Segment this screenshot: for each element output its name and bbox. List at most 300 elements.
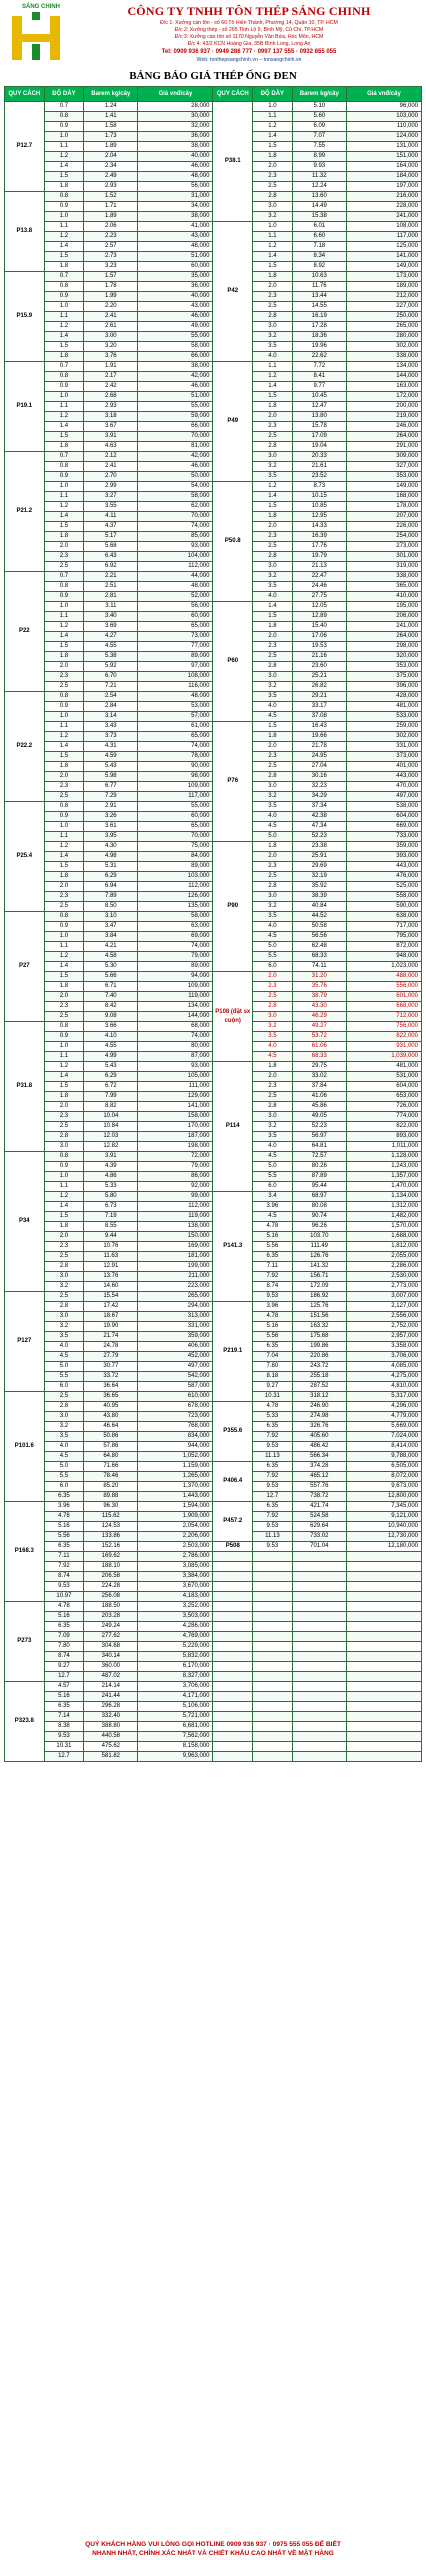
- barem-cell: 30.16: [292, 772, 346, 782]
- barem-cell: 15.78: [292, 422, 346, 432]
- spec-cell: P13.8: [5, 192, 45, 272]
- price-cell: 99,000: [138, 1192, 213, 1202]
- thickness-cell: 3.2: [253, 572, 293, 582]
- thickness-cell: 2.0: [253, 972, 293, 982]
- barem-cell: 52.23: [292, 832, 346, 842]
- thickness-cell: 4.78: [253, 1312, 293, 1322]
- barem-cell: 18.67: [84, 1312, 138, 1322]
- spec-cell: P406.4: [213, 1462, 253, 1502]
- price-cell: 401,000: [346, 762, 421, 772]
- empty-cell: [346, 1752, 421, 1762]
- barem-cell: 53.72: [292, 1032, 346, 1042]
- barem-cell: 38.39: [292, 892, 346, 902]
- thickness-cell: 2.3: [253, 292, 293, 302]
- barem-cell: 5.38: [84, 652, 138, 662]
- barem-cell: 11.63: [84, 1252, 138, 1262]
- empty-cell: [346, 1622, 421, 1632]
- price-cell: 55,000: [138, 802, 213, 812]
- spec-cell: P42: [213, 222, 253, 362]
- thickness-cell: 1.1: [253, 362, 293, 372]
- barem-cell: 33.72: [84, 1372, 138, 1382]
- thickness-cell: 1.8: [44, 982, 84, 992]
- barem-cell: 6.73: [84, 1202, 138, 1212]
- price-cell: 181,000: [138, 1252, 213, 1262]
- barem-cell: 2.91: [84, 802, 138, 812]
- empty-cell: [253, 1562, 293, 1572]
- price-cell: 280,000: [346, 332, 421, 342]
- thickness-cell: 1.8: [253, 402, 293, 412]
- price-cell: 149,000: [346, 262, 421, 272]
- table-row: [5, 1192, 422, 1202]
- thickness-cell: 1.5: [44, 1212, 84, 1222]
- barem-cell: 78.46: [84, 1472, 138, 1482]
- thickness-cell: 1.1: [253, 232, 293, 242]
- barem-cell: 4.98: [84, 852, 138, 862]
- thickness-cell: 7.80: [44, 1642, 84, 1652]
- barem-cell: 8.42: [84, 1002, 138, 1012]
- price-cell: 109,000: [138, 782, 213, 792]
- price-cell: 169,000: [138, 1242, 213, 1252]
- price-cell: 556,000: [346, 982, 421, 992]
- barem-cell: 1.89: [84, 142, 138, 152]
- empty-cell: [346, 1712, 421, 1722]
- barem-cell: 49.27: [292, 1022, 346, 1032]
- price-cell: 1,570,000: [346, 1222, 421, 1232]
- barem-cell: 440.58: [84, 1732, 138, 1742]
- price-cell: 313,000: [138, 1312, 213, 1322]
- price-cell: 54,000: [138, 482, 213, 492]
- thickness-cell: 0.8: [44, 692, 84, 702]
- spec-cell: P21.2: [5, 452, 45, 572]
- empty-cell: [253, 1682, 293, 1692]
- price-cell: 338,000: [346, 572, 421, 582]
- thickness-cell: 3.4: [253, 1192, 293, 1202]
- spec-cell: P127: [5, 1292, 45, 1392]
- thickness-cell: 2.3: [253, 1082, 293, 1092]
- table-row: [5, 1302, 422, 1312]
- barem-cell: 21.74: [84, 1332, 138, 1342]
- price-cell: 443,000: [346, 772, 421, 782]
- empty-cell: [346, 1632, 421, 1642]
- barem-cell: 2.06: [84, 222, 138, 232]
- thickness-cell: 1.2: [44, 1192, 84, 1202]
- thickness-cell: 0.7: [44, 362, 84, 372]
- price-cell: 396,000: [346, 682, 421, 692]
- table-row: [5, 1542, 422, 1552]
- barem-cell: 10.63: [292, 272, 346, 282]
- thickness-cell: 1.5: [253, 392, 293, 402]
- barem-cell: 6.71: [84, 982, 138, 992]
- price-cell: 774,000: [346, 1112, 421, 1122]
- thickness-cell: 1.0: [44, 1042, 84, 1052]
- table-row: [5, 1722, 422, 1732]
- empty-cell: [346, 1592, 421, 1602]
- empty-cell: [346, 1662, 421, 1672]
- thickness-cell: 8.74: [44, 1572, 84, 1582]
- thickness-cell: 1.2: [253, 372, 293, 382]
- barem-cell: 96.30: [84, 1502, 138, 1512]
- thickness-cell: 4.5: [253, 712, 293, 722]
- thickness-cell: 5.5: [253, 1172, 293, 1182]
- thickness-cell: 0.8: [44, 582, 84, 592]
- price-cell: 57,000: [138, 712, 213, 722]
- barem-cell: 1.89: [84, 212, 138, 222]
- thickness-cell: 6.35: [44, 1542, 84, 1552]
- empty-cell: [292, 1652, 346, 1662]
- thickness-cell: 1.0: [44, 712, 84, 722]
- barem-cell: 33.02: [292, 1072, 346, 1082]
- price-cell: 359,000: [346, 842, 421, 852]
- empty-cell: [292, 1742, 346, 1752]
- thickness-cell: 2.3: [44, 1002, 84, 1012]
- table-row: [5, 222, 422, 232]
- barem-cell: 47.34: [292, 822, 346, 832]
- spec-cell: P141.3: [213, 1192, 253, 1302]
- price-cell: 587,000: [138, 1382, 213, 1392]
- barem-cell: 156.71: [292, 1272, 346, 1282]
- barem-cell: 13.60: [292, 192, 346, 202]
- barem-cell: 22.47: [292, 572, 346, 582]
- thickness-cell: 8.38: [44, 1722, 84, 1732]
- thickness-cell: 2.5: [253, 1092, 293, 1102]
- thickness-cell: 3.5: [253, 802, 293, 812]
- price-cell: 105,000: [138, 1072, 213, 1082]
- barem-cell: 19.66: [292, 732, 346, 742]
- price-cell: 124,000: [346, 132, 421, 142]
- col-header: Giá vnđ/cây: [346, 87, 421, 102]
- thickness-cell: 1.0: [44, 212, 84, 222]
- price-cell: 264,000: [346, 632, 421, 642]
- thickness-cell: 3.5: [253, 1132, 293, 1142]
- barem-cell: 3.47: [84, 922, 138, 932]
- thickness-cell: 4.78: [44, 1512, 84, 1522]
- price-cell: 211,000: [138, 1272, 213, 1282]
- table-row: [5, 1672, 422, 1682]
- price-cell: 80,000: [138, 1042, 213, 1052]
- thickness-cell: 1.5: [44, 1082, 84, 1092]
- barem-cell: 19.79: [292, 552, 346, 562]
- barem-cell: 36.64: [84, 1382, 138, 1392]
- thickness-cell: 3.2: [253, 792, 293, 802]
- barem-cell: 90.74: [292, 1212, 346, 1222]
- barem-cell: 10.15: [292, 492, 346, 502]
- barem-cell: 5.98: [84, 772, 138, 782]
- barem-cell: 30.77: [84, 1362, 138, 1372]
- barem-cell: 475.62: [84, 1742, 138, 1752]
- price-cell: 46,000: [138, 382, 213, 392]
- table-row: [5, 722, 422, 732]
- thickness-cell: 1.8: [253, 152, 293, 162]
- thickness-cell: 12.7: [44, 1752, 84, 1762]
- thickness-cell: 4.5: [253, 822, 293, 832]
- barem-cell: 32.19: [292, 872, 346, 882]
- price-cell: 1,482,000: [346, 1212, 421, 1222]
- thickness-cell: 1.5: [44, 862, 84, 872]
- price-cell: 254,000: [346, 532, 421, 542]
- barem-cell: 2.51: [84, 582, 138, 592]
- thickness-cell: 1.4: [44, 242, 84, 252]
- thickness-cell: 4.78: [253, 1222, 293, 1232]
- price-cell: 525,000: [346, 882, 421, 892]
- thickness-cell: 7.80: [253, 1362, 293, 1372]
- empty-cell: [213, 1582, 253, 1592]
- barem-cell: 95.44: [292, 1182, 346, 1192]
- thickness-cell: 4.0: [253, 702, 293, 712]
- thickness-cell: 3.0: [253, 892, 293, 902]
- price-cell: 53,000: [138, 702, 213, 712]
- table-row: [5, 1632, 422, 1642]
- thickness-cell: 6.35: [253, 1422, 293, 1432]
- empty-cell: [292, 1612, 346, 1622]
- barem-cell: 50.86: [84, 1432, 138, 1442]
- barem-cell: 1.58: [84, 122, 138, 132]
- price-cell: 1,265,000: [138, 1472, 213, 1482]
- thickness-cell: 5.16: [44, 1692, 84, 1702]
- barem-cell: 12.89: [292, 612, 346, 622]
- table-row: [5, 1562, 422, 1572]
- thickness-cell: 2.8: [253, 882, 293, 892]
- table-row: [5, 1602, 422, 1612]
- spec-cell: P219.1: [213, 1302, 253, 1402]
- barem-cell: 701.04: [292, 1542, 346, 1552]
- price-cell: 189,000: [346, 282, 421, 292]
- barem-cell: 10.84: [84, 1122, 138, 1132]
- barem-cell: 26.82: [292, 682, 346, 692]
- barem-cell: 5.60: [292, 112, 346, 122]
- price-cell: 141,000: [346, 252, 421, 262]
- barem-cell: 5.66: [84, 972, 138, 982]
- barem-cell: 326.76: [292, 1422, 346, 1432]
- empty-cell: [253, 1742, 293, 1752]
- price-cell: 678,000: [138, 1402, 213, 1412]
- barem-cell: 214.14: [84, 1682, 138, 1692]
- price-cell: 309,000: [346, 452, 421, 462]
- empty-cell: [346, 1612, 421, 1622]
- thickness-cell: 2.8: [253, 442, 293, 452]
- barem-cell: 6.43: [84, 552, 138, 562]
- barem-cell: 103.70: [292, 1232, 346, 1242]
- barem-cell: 31.20: [292, 972, 346, 982]
- barem-cell: 15.40: [292, 622, 346, 632]
- thickness-cell: 1.8: [253, 1062, 293, 1072]
- thickness-cell: 1.4: [253, 492, 293, 502]
- barem-cell: 3.11: [84, 602, 138, 612]
- thickness-cell: 1.4: [44, 162, 84, 172]
- barem-cell: 2.57: [84, 242, 138, 252]
- price-cell: 77,000: [138, 642, 213, 652]
- thickness-cell: 1.2: [253, 122, 293, 132]
- thickness-cell: 1.0: [44, 392, 84, 402]
- price-cell: 3,252,000: [138, 1602, 213, 1612]
- table-row: [5, 1692, 422, 1702]
- price-table: [4, 86, 422, 1762]
- empty-cell: [213, 1592, 253, 1602]
- empty-cell: [213, 1642, 253, 1652]
- barem-cell: 277.62: [84, 1632, 138, 1642]
- thickness-cell: 0.9: [44, 702, 84, 712]
- barem-cell: 10.45: [292, 392, 346, 402]
- price-cell: 410,000: [346, 592, 421, 602]
- thickness-cell: 2.0: [44, 542, 84, 552]
- price-cell: 38,000: [138, 362, 213, 372]
- empty-cell: [292, 1692, 346, 1702]
- thickness-cell: 3.0: [253, 1112, 293, 1122]
- logo-text: SÁNG CHINH: [21, 4, 60, 10]
- thickness-cell: 1.5: [44, 522, 84, 532]
- price-cell: 108,000: [138, 672, 213, 682]
- thickness-cell: 3.5: [44, 1432, 84, 1442]
- barem-cell: 220.86: [292, 1352, 346, 1362]
- thickness-cell: 5.0: [253, 1162, 293, 1172]
- barem-cell: 8.99: [292, 152, 346, 162]
- barem-cell: 12.82: [84, 1142, 138, 1152]
- barem-cell: 27.75: [292, 592, 346, 602]
- spec-cell: P273: [5, 1602, 45, 1682]
- thickness-cell: 6.35: [44, 1492, 84, 1502]
- thickness-cell: 4.5: [253, 1052, 293, 1062]
- empty-cell: [213, 1612, 253, 1622]
- thickness-cell: 1.5: [44, 342, 84, 352]
- barem-cell: 68.33: [292, 1052, 346, 1062]
- price-cell: 60,000: [138, 612, 213, 622]
- price-cell: 109,000: [138, 982, 213, 992]
- thickness-cell: 1.0: [253, 222, 293, 232]
- barem-cell: 388.80: [84, 1722, 138, 1732]
- thickness-cell: 9.53: [253, 1292, 293, 1302]
- thickness-cell: 7.04: [253, 1352, 293, 1362]
- thickness-cell: 3.2: [253, 902, 293, 912]
- price-cell: 9,673,000: [346, 1482, 421, 1492]
- price-cell: 2,054,000: [138, 1522, 213, 1532]
- spec-cell: P50.8: [213, 482, 253, 602]
- price-cell: 131,000: [346, 142, 421, 152]
- thickness-cell: 6.0: [44, 1382, 84, 1392]
- price-cell: 63,000: [138, 922, 213, 932]
- barem-cell: 10.85: [292, 502, 346, 512]
- barem-cell: 8.92: [292, 262, 346, 272]
- thickness-cell: 3.2: [44, 1422, 84, 1432]
- thickness-cell: 0.9: [44, 592, 84, 602]
- barem-cell: 40.84: [292, 902, 346, 912]
- price-cell: 1,243,000: [346, 1162, 421, 1172]
- barem-cell: 1.99: [84, 292, 138, 302]
- price-cell: 31,000: [138, 192, 213, 202]
- barem-cell: 8.82: [84, 1102, 138, 1112]
- barem-cell: 4.99: [84, 1052, 138, 1062]
- price-cell: 712,000: [346, 1012, 421, 1022]
- price-cell: 51,000: [138, 252, 213, 262]
- spec-cell: P60: [213, 602, 253, 722]
- empty-cell: [253, 1622, 293, 1632]
- thickness-cell: 7.11: [253, 1262, 293, 1272]
- thickness-cell: 2.3: [44, 672, 84, 682]
- thickness-cell: 0.8: [44, 1152, 84, 1162]
- price-cell: 227,000: [346, 302, 421, 312]
- barem-cell: 52.23: [292, 1122, 346, 1132]
- spec-cell: P355.6: [213, 1402, 253, 1462]
- barem-cell: 3.95: [84, 832, 138, 842]
- thickness-cell: 1.5: [253, 142, 293, 152]
- empty-cell: [213, 1632, 253, 1642]
- barem-cell: 46.29: [292, 1012, 346, 1022]
- empty-cell: [292, 1722, 346, 1732]
- empty-cell: [292, 1572, 346, 1582]
- price-cell: 5,106,000: [138, 1702, 213, 1712]
- price-cell: 84,000: [138, 852, 213, 862]
- barem-cell: 3.91: [84, 432, 138, 442]
- barem-cell: 3.69: [84, 622, 138, 632]
- empty-cell: [213, 1692, 253, 1702]
- thickness-cell: 2.0: [44, 882, 84, 892]
- spec-cell: P114: [213, 1062, 253, 1192]
- barem-cell: 186.92: [292, 1292, 346, 1302]
- barem-cell: 64.80: [84, 1452, 138, 1462]
- price-cell: 1,470,000: [346, 1182, 421, 1192]
- price-cell: 8,327,000: [138, 1672, 213, 1682]
- price-cell: 327,000: [346, 462, 421, 472]
- barem-cell: 6.77: [84, 782, 138, 792]
- thickness-cell: 5.33: [253, 1412, 293, 1422]
- barem-cell: 44.52: [292, 912, 346, 922]
- barem-cell: 21.13: [292, 562, 346, 572]
- thickness-cell: 1.4: [44, 422, 84, 432]
- table-row: [5, 1552, 422, 1562]
- spec-cell: P19.1: [5, 362, 45, 452]
- price-cell: 3,706,000: [346, 1352, 421, 1362]
- barem-cell: 2.84: [84, 702, 138, 712]
- price-cell: 40,000: [138, 292, 213, 302]
- thickness-cell: 3.5: [253, 472, 293, 482]
- thickness-cell: 6.0: [253, 962, 293, 972]
- thickness-cell: 0.8: [44, 1022, 84, 1032]
- price-cell: 206,000: [346, 612, 421, 622]
- barem-cell: 29.69: [292, 862, 346, 872]
- price-cell: 32,000: [138, 122, 213, 132]
- col-header: ĐỘ DÀY: [44, 87, 84, 102]
- empty-cell: [346, 1642, 421, 1652]
- thickness-cell: 1.2: [253, 242, 293, 252]
- barem-cell: 17.76: [292, 542, 346, 552]
- price-cell: 12,180,000: [346, 1542, 421, 1552]
- price-cell: 66,000: [138, 422, 213, 432]
- price-cell: 34,000: [138, 202, 213, 212]
- price-cell: 604,000: [346, 1082, 421, 1092]
- barem-cell: 27.04: [292, 762, 346, 772]
- thickness-cell: 3.0: [253, 562, 293, 572]
- price-cell: 291,000: [346, 442, 421, 452]
- thickness-cell: 4.78: [253, 1402, 293, 1412]
- price-cell: 4,183,000: [138, 1592, 213, 1602]
- price-cell: 8,414,000: [346, 1442, 421, 1452]
- thickness-cell: 1.5: [253, 722, 293, 732]
- thickness-cell: 1.8: [44, 652, 84, 662]
- price-cell: 79,000: [138, 952, 213, 962]
- table-row: [5, 1612, 422, 1622]
- thickness-cell: 5.5: [44, 1372, 84, 1382]
- thickness-cell: 2.0: [253, 412, 293, 422]
- price-cell: 85,000: [138, 532, 213, 542]
- barem-cell: 8.34: [292, 252, 346, 262]
- barem-cell: 23.60: [292, 662, 346, 672]
- thickness-cell: 3.0: [44, 1312, 84, 1322]
- empty-cell: [346, 1652, 421, 1662]
- price-cell: 134,000: [346, 362, 421, 372]
- thickness-cell: 3.0: [253, 452, 293, 462]
- barem-cell: 62.48: [292, 942, 346, 952]
- price-cell: 69,000: [138, 932, 213, 942]
- thickness-cell: 0.9: [44, 122, 84, 132]
- price-cell: 2,773,000: [346, 1282, 421, 1292]
